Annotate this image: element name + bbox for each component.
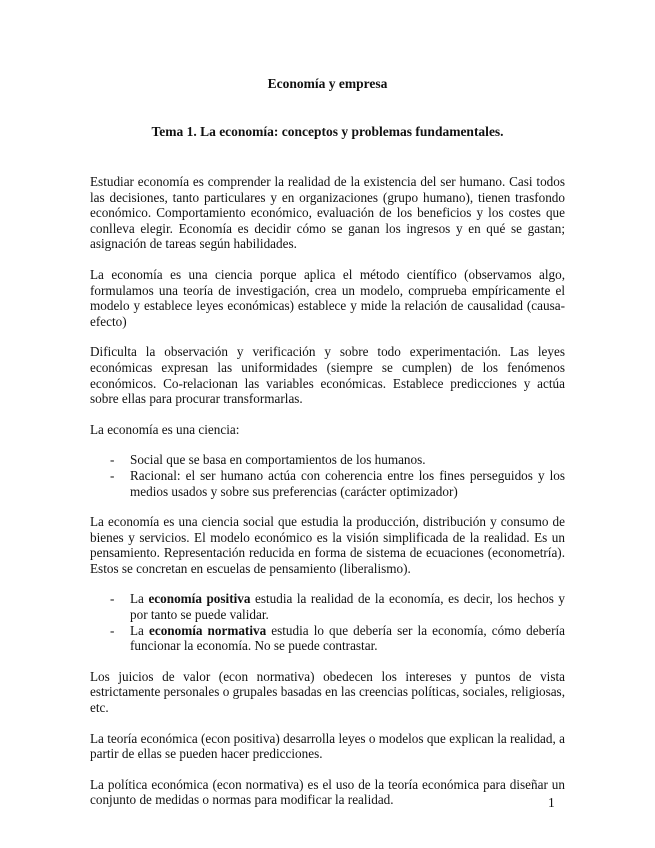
list-bullet: -: [110, 622, 115, 638]
science-characteristics-list: [90, 452, 565, 499]
page-number: 1: [548, 795, 555, 810]
term-normative-economy: economía normativa: [149, 622, 267, 638]
paragraph-science-intro: La economía es una ciencia:: [90, 421, 240, 437]
document-body: [90, 174, 565, 823]
paragraph-intro: Estudiar economía es comprender la realidad de la existencia del ser humano. Casi todos las decisiones, tanto particulares y en organizaciones (grupo humano), tienen trasfondo económico. Comportamiento económico, evaluación de los beneficios y los costes que conlleva elegir. Economía es decidir cómo se ganan los ingresos y en qué se gastan; asignación de tareas según habilidades.: [90, 174, 565, 252]
economy-types-list: [90, 591, 565, 653]
paragraph-social-science: La economía es una ciencia social que estudia la producción, distribución y consumo de bienes y servicios. El modelo económico es la visión simplificada de la realidad. Es un pensamiento. Representación reducida en forma de sistema de ecuaciones (econometría). Estos se concretan en escuelas de pensamiento (liberalismo).: [90, 514, 565, 576]
document-title: Economía y empresa: [267, 76, 388, 91]
list-item: [90, 468, 565, 499]
paragraph-difficulties: Dificulta la observación y verificación y sobre todo experimentación. Las leyes económicas expresan las uniformidades (siempre se cumplen) de los fenómenos económicos. Co-relacionan las variables económicas. Establece predicciones y actúa sobre ellas para procurar transformarlas.: [90, 344, 565, 407]
list-item-text: Social que se basa en comportamientos de los humanos.: [130, 452, 426, 468]
list-item-text: estudia la realidad de la economía, es decir, los hechos y por tanto se puede validar.: [130, 591, 565, 623]
paragraph-value-judgments: Los juicios de valor (econ normativa) obedecen los intereses y puntos de vista estrictamente personales o grupales basadas en las creencias políticas, sociales, religiosas, etc.: [90, 668, 565, 716]
list-item-prefix: La: [130, 622, 149, 638]
paragraph-scientific-method: La economía es una ciencia porque aplica el método científico (observamos algo, formulamos una teoría de investigación, crea un modelo, comprueba empíricamente el modelo y establece leyes económicas) establece y mide la relación de causalidad (causa-efecto): [90, 266, 565, 329]
list-bullet: -: [110, 452, 115, 468]
paragraph-economic-policy: La política económica (econ normativa) es el uso de la teoría económica para diseñar un conjunto de medidas o normas para modificar la realidad.: [90, 776, 565, 808]
list-item: [90, 591, 565, 622]
list-item-text: Racional: el ser humano actúa con coherencia entre los fines perseguidos y los medios usados y sobre sus preferencias (carácter optimizador): [130, 467, 565, 499]
list-item-prefix: La: [130, 591, 149, 607]
list-bullet: -: [110, 467, 115, 483]
list-item-text: estudia lo que debería ser la economía, cómo debería funcionar la economía. No se puede contrastar.: [130, 622, 565, 654]
list-bullet: -: [110, 591, 115, 607]
term-positive-economy: economía positiva: [148, 591, 251, 607]
list-item: [90, 623, 565, 654]
paragraph-economic-theory: La teoría económica (econ positiva) desarrolla leyes o modelos que explican la realidad, a partir de ellas se pueden hacer predicciones.: [90, 730, 565, 762]
document-subtitle: Tema 1. La economía: conceptos y problemas fundamentales.: [151, 124, 504, 139]
list-item: [90, 452, 565, 468]
